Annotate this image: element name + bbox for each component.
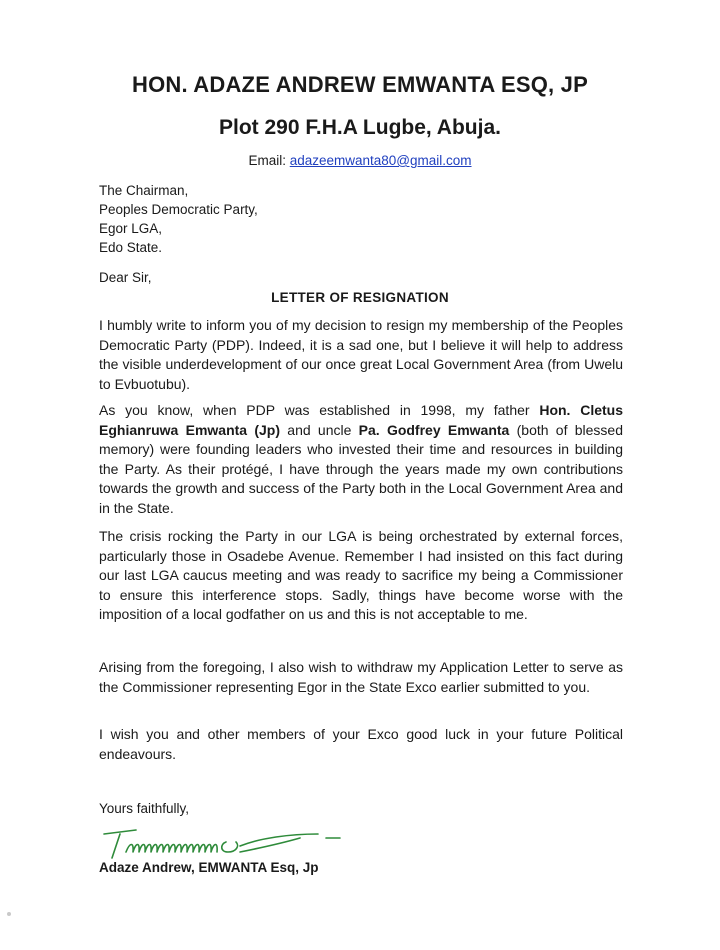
recipient-line: Edo State. — [99, 240, 163, 255]
paragraph-text: (both of blessed memory) were founding leaders who invested their time and resources in building the Party. As their protégé, I have through the years made my own contributions towards the growth and success of the Party both in the Local Government Area and in the State. — [99, 421, 624, 516]
letterhead-name: HON. ADAZE ANDREW EMWANTA ESQ, JP — [132, 72, 588, 97]
recipient-address — [99, 181, 258, 257]
closing: Yours faithfully, — [99, 801, 190, 816]
recipient-line: Peoples Democratic Party, — [99, 202, 258, 217]
scan-speck — [7, 912, 11, 916]
body-paragraph-4: Arising from the foregoing, I also wish to withdraw my Application Letter to serve as the Commissioner representing Egor in the State Exco earlier submitted to you. — [99, 659, 623, 695]
letterhead-address: Plot 290 F.H.A Lugbe, Abuja. — [219, 116, 501, 139]
paragraph-text: As you know, when PDP was established in 1998, my father — [99, 402, 540, 418]
recipient-line: Egor LGA, — [99, 221, 163, 236]
paragraph-text: and uncle — [280, 421, 359, 438]
body-paragraph-1: I humbly write to inform you of my decision to resign my membership of the Peoples Democratic Party (PDP). Indeed, it is a sad one, but I believe it will help to address the visible underdevelopment of our once great Local Government Area (from Uwelu to Evbuotubu). — [99, 317, 623, 392]
email-link[interactable]: adazeemwanta80@gmail.com — [289, 153, 472, 168]
body-paragraph-2 — [99, 401, 623, 518]
email-label: Email: — [248, 153, 286, 168]
uncle-name: Pa. Godfrey Emwanta — [358, 421, 510, 438]
letterhead-email-line — [0, 153, 720, 168]
body-paragraph-3: The crisis rocking the Party in our LGA is being orchestrated by external forces, particularly those in Osadebe Avenue. Remember I had insisted on this fact during our last LGA caucus meeting and was ready to sacrifice my being a Commissioner to ensure this interference stops. Sadly, things have become worse with the imposition of a local godfather on us and this is not acceptable to me. — [99, 528, 623, 622]
recipient-line: The Chairman, — [99, 183, 189, 198]
father-name: Hon. Cletus Eghianruwa Emwanta (Jp) — [99, 402, 623, 438]
signer-name: Adaze Andrew, EMWANTA Esq, Jp — [99, 860, 319, 875]
letter-subject: LETTER OF RESIGNATION — [271, 290, 449, 305]
body-paragraph-5: I wish you and other members of your Exco good luck in your future Political endeavours. — [99, 726, 623, 762]
salutation: Dear Sir, — [99, 270, 152, 285]
